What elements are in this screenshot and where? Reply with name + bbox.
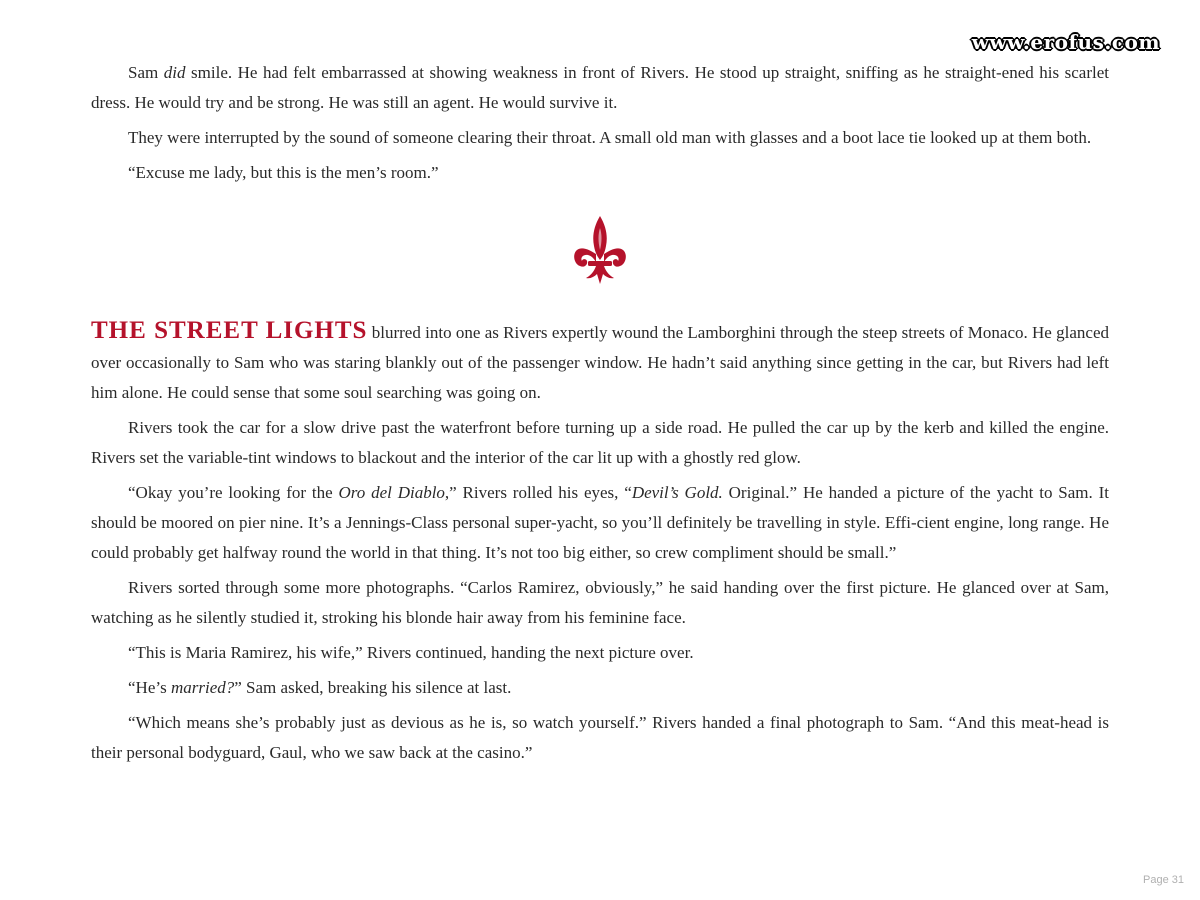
emphasis: Oro del Diablo	[338, 483, 445, 502]
section-divider	[91, 214, 1109, 286]
paragraph	[91, 316, 1109, 408]
paragraph	[91, 478, 1109, 568]
emphasis: married?	[170, 678, 235, 697]
paragraph: “This is Maria Ramirez, his wife,” Rivers continued, handing the next picture over.	[128, 643, 694, 662]
paragraph: Rivers sorted through some more photographs. “Carlos Ramirez, obviously,” he said handing over the first picture. He glanced over at Sam, watching as he silently studied it, stroking his blonde hair away from his feminine face.	[91, 578, 1109, 627]
fleur-de-lis-icon	[572, 214, 628, 286]
text-run: smile. He had felt embarrassed at showing weakness in front of Rivers. He stood up straight, sniffing as he straight-ened his scarlet dress. He would try and be strong. He was still an agent. He would survive it.	[91, 63, 1109, 112]
paragraph: “Which means she’s probably just as devious as he is, so watch yourself.” Rivers handed a final photograph to Sam. “And this meat-head is their personal bodyguard, Gaul, who we saw back at the casino.”	[91, 713, 1109, 762]
page-content	[91, 58, 1109, 773]
paragraph: They were interrupted by the sound of someone clearing their throat. A small old man with glasses and a boot lace tie looked up at them both.	[128, 128, 1092, 147]
paragraph: “Excuse me lady, but this is the men’s room.”	[128, 163, 439, 182]
text-run: “Okay you’re looking for the	[128, 483, 339, 502]
section-lead-in: THE STREET LIGHTS	[91, 317, 368, 344]
text-run: ” Sam asked, breaking his silence at last.	[234, 678, 512, 697]
paragraph: Rivers took the car for a slow drive past the waterfront before turning up a side road. He pulled the car up by the kerb and killed the engine. Rivers set the variable-tint windows to blackout and the interior of the car lit up with a ghostly red glow.	[91, 418, 1109, 467]
page-number: Page 31	[1143, 874, 1184, 886]
text-run: blurred into one as Rivers expertly wound the Lamborghini through the steep streets of Monaco. He glanced over occasionally to Sam who was staring blankly out of the passenger window. He hadn’t said anything since getting in the car, but Rivers had left him alone. He could sense that some soul searching was going on.	[91, 323, 1109, 402]
text-run: ,” Rivers rolled his eyes, “	[444, 483, 632, 502]
paragraph	[91, 58, 1109, 118]
text-run: Original.” He handed a picture of the yacht to Sam. It should be moored on pier nine. It’s a Jennings-Class personal super-yacht, so you’ll definitely be travelling in style. Effi-cient engine, long range. He could probably get halfway round the world in that thing. It’s not too big either, so crew compliment should be small.”	[91, 483, 1109, 562]
text-run: Sam	[128, 63, 164, 82]
emphasis: did	[163, 63, 186, 82]
paragraph	[91, 673, 1109, 703]
text-run: “He’s	[128, 678, 171, 697]
watermark: www.erofus.com	[971, 30, 1160, 54]
emphasis: Devil’s Gold.	[631, 483, 723, 502]
